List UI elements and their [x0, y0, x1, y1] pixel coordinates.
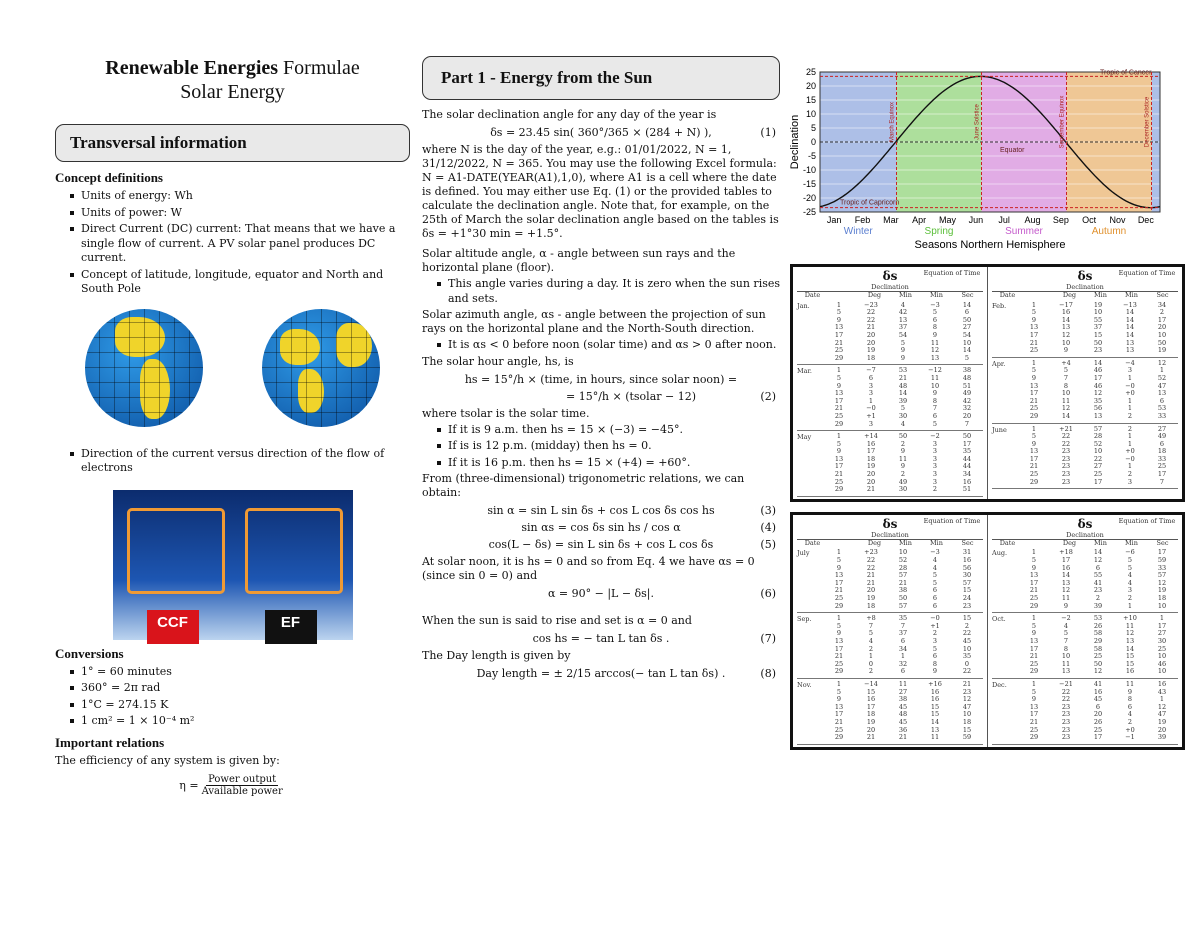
table-row: 5 7 7 +1 2 — [836, 621, 970, 630]
table-row: 5 15 27 16 23 — [836, 687, 972, 696]
table-row: 29 3 4 5 7 — [834, 419, 970, 428]
x-tick-label: Feb — [854, 215, 871, 225]
table-row: 5 16 10 14 2 — [1031, 308, 1165, 317]
month-label: Sep. — [797, 615, 812, 624]
table-row: 1 −21 41 11 16 — [1031, 679, 1167, 688]
bullet-item: This angle varies during a day. It is zero when the sun rises and sets. — [448, 277, 781, 305]
table-row: 21 23 26 2 19 — [1029, 717, 1167, 726]
bullet-item: It is αs < 0 before noon (solar time) and αs > 0 after noon. — [448, 338, 780, 353]
table-row: 29 23 17 3 7 — [1029, 477, 1165, 486]
table-row: 21 −0 5 7 32 — [834, 404, 972, 413]
table-row: 29 2 6 9 22 — [834, 667, 972, 676]
paragraph: At solar noon, it is hs = 0 and so from Eq. 4 we have αs = 0 (since sin 0 = 0) and — [422, 555, 755, 582]
bullet-item: If is is 12 p.m. (midday) then hs = 0. — [448, 439, 780, 454]
table-row: 21 20 38 6 15 — [834, 586, 972, 595]
month-block — [992, 679, 1178, 745]
table-row: 25 19 50 6 24 — [834, 594, 972, 602]
table-row: 5 4 26 11 17 — [1031, 621, 1167, 630]
table-row: 21 20 2 3 34 — [834, 470, 972, 479]
bullet-item: If it is 16 p.m. then hs = 15 × (+4) = +60°. — [448, 456, 780, 471]
x-tick-label: Jul — [998, 215, 1010, 225]
paragraph: Solar azimuth angle, αs - angle between the projection of sun rays on the horizontal plane and the North-South direction. — [422, 308, 766, 335]
table-row: 17 13 41 4 12 — [1029, 578, 1167, 587]
table-row: 5 22 16 9 43 — [1031, 687, 1167, 696]
y-tick-label: -25 — [802, 207, 816, 217]
month-label: Oct. — [992, 615, 1006, 624]
table-header: δs Declination Equation of Time — [797, 517, 983, 540]
ccf-label: CCF — [147, 610, 199, 644]
table-row: 13 23 6 6 12 — [1029, 702, 1167, 711]
table-row: 9 14 55 14 17 — [1031, 315, 1167, 324]
globe-tilted-image — [262, 309, 380, 427]
concept-list — [55, 189, 410, 297]
concept-item: Units of power: W — [81, 206, 410, 221]
x-axis-label: Seasons Northern Hemisphere — [914, 239, 1066, 251]
table-row: 17 8 58 14 25 — [1029, 644, 1167, 653]
globe-figures — [55, 309, 410, 439]
conversion-item: 1 cm² = 1 × 10⁻⁴ m² — [81, 714, 410, 729]
x-tick-label: Apr — [912, 215, 927, 225]
month-label: Nov. — [797, 680, 812, 689]
table-row: 21 1 1 6 35 — [834, 652, 972, 661]
equation-3: sin α = sin L sin δs + cos L cos δs cos hs (3) — [487, 504, 776, 517]
month-block — [992, 358, 1178, 424]
paragraph: The solar declination angle for any day of the year is — [422, 108, 717, 121]
declination-table-jul-dec — [790, 512, 1185, 750]
table-row: 21 10 50 13 50 — [1029, 338, 1167, 347]
table-row: 17 12 15 14 10 — [1029, 330, 1167, 339]
table-half — [793, 267, 987, 499]
month-label: Feb. — [992, 301, 1007, 310]
equation-8: Day length = ± 2/15 arccos(− tan L tan δs) . (8) — [476, 667, 776, 680]
x-tick-label: Aug — [1024, 215, 1041, 225]
declination-chart — [790, 68, 1185, 258]
table-row: 17 23 20 4 47 — [1029, 710, 1167, 719]
table-row: 25 19 9 12 14 — [834, 346, 972, 355]
table-row: 9 7 17 1 52 — [1031, 373, 1167, 382]
month-block — [797, 431, 983, 497]
table-row: 25 23 25 2 17 — [1029, 470, 1167, 479]
paragraph: When the sun is said to rise and set is α = 0 and — [422, 614, 692, 627]
table-half — [987, 267, 1182, 499]
concept-heading: Concept definitions — [55, 170, 163, 185]
table-row: 9 17 9 3 35 — [836, 447, 972, 456]
x-tick-label: Oct — [1082, 215, 1097, 225]
equation-2b: = 15°/h × (tsolar − 12) (2) — [565, 389, 776, 403]
equation-5: cos(L − δs) = sin L sin δs + cos L cos δs (5) — [488, 538, 776, 551]
table-row: 17 23 22 −0 33 — [1029, 454, 1167, 463]
month-block — [797, 613, 983, 679]
paragraph: where tsolar is the solar time. — [422, 406, 590, 420]
season-label: Autumn — [1091, 226, 1127, 237]
section-part1-header: Part 1 - Energy from the Sun — [422, 56, 780, 100]
efficiency-equation: η = $\frac{\text{Power output}}{\text{Available power}}$ — [179, 773, 283, 797]
equation-1: δs = 23.45 sin( 360°/365 × (284 + N) ), (1) — [490, 126, 776, 139]
month-label: Jan. — [797, 301, 810, 310]
month-block — [797, 300, 983, 366]
table-header: δs Declination Equation of Time — [992, 517, 1178, 540]
table-row: 9 22 45 8 1 — [1031, 695, 1165, 704]
conventional-current-loop — [127, 508, 225, 594]
table-row: 21 19 45 14 18 — [834, 717, 972, 726]
table-row: 25 20 36 13 15 — [834, 725, 972, 734]
table-row: 5 22 42 5 6 — [836, 308, 970, 317]
month-block — [992, 613, 1178, 679]
table-subheader: Date Deg Min Min Sec — [999, 538, 1169, 547]
table-row: 25 11 2 2 18 — [1029, 594, 1167, 602]
month-label: Aug. — [992, 549, 1008, 558]
paragraph: The solar hour angle, hs, is — [422, 354, 574, 368]
chart-annotation: Equator — [1000, 147, 1025, 154]
table-row: 21 10 25 15 10 — [1029, 652, 1167, 661]
table-row: 17 2 34 5 10 — [834, 644, 972, 653]
table-row: 17 20 54 9 54 — [834, 330, 972, 339]
conversion-item: 360° = 2π rad — [81, 681, 410, 696]
month-block — [797, 679, 983, 745]
month-block — [797, 365, 983, 431]
ef-label: EF — [265, 610, 317, 644]
chart-annotation: June Solstice — [974, 104, 981, 140]
table-row: 25 11 50 15 46 — [1029, 659, 1167, 668]
concept-item: Units of energy: Wh — [81, 189, 410, 204]
table-row: 5 5 46 3 1 — [1031, 366, 1165, 375]
table-row: 21 12 23 3 19 — [1029, 586, 1167, 595]
table-header: δs Declination Equation of Time — [797, 269, 983, 292]
month-block — [992, 300, 1178, 358]
table-row: 29 23 17 −1 39 — [1029, 733, 1167, 742]
globe-americas-image — [85, 309, 203, 427]
month-label: July — [797, 549, 810, 558]
paragraph: Solar altitude angle, α - angle between sun rays and the horizontal plane (floor). — [422, 247, 736, 274]
table-row: 13 23 10 +0 18 — [1029, 447, 1167, 456]
table-row: 21 11 35 1 6 — [1029, 396, 1165, 405]
declination-table-jan-jun — [790, 264, 1185, 502]
y-axis-label: Declination — [790, 114, 801, 170]
table-row: 29 18 9 13 5 — [834, 353, 970, 362]
table-row: 5 17 12 5 59 — [1031, 556, 1167, 565]
month-block — [992, 424, 1178, 490]
x-tick-label: Sep — [1052, 215, 1069, 225]
relations-text: The efficiency of any system is given by: — [55, 753, 280, 767]
table-row: 13 3 14 9 49 — [834, 389, 972, 398]
x-tick-label: Jun — [968, 215, 984, 225]
table-row: 21 20 5 11 10 — [834, 338, 972, 347]
table-row: 1 −14 11 +16 21 — [836, 679, 972, 688]
month-label: Dec. — [992, 680, 1007, 689]
table-row: 25 12 56 1 53 — [1029, 404, 1167, 413]
table-row: 5 22 28 1 49 — [1031, 432, 1167, 441]
table-row: 17 18 48 15 10 — [834, 710, 972, 719]
middle-column — [422, 0, 780, 684]
x-tick-label: Jan — [826, 215, 842, 225]
conversion-item: 1° = 60 minutes — [81, 665, 410, 680]
table-row: 25 23 25 +0 20 — [1029, 725, 1167, 734]
x-tick-label: Mar — [883, 215, 899, 225]
table-row: 13 7 29 13 30 — [1029, 636, 1167, 645]
table-row: 17 21 21 5 57 — [834, 578, 972, 587]
direction-list — [55, 447, 410, 476]
table-row: 1 +23 10 −3 31 — [836, 548, 972, 557]
table-row: 9 22 28 4 56 — [836, 563, 972, 572]
right-column — [790, 0, 1185, 750]
table-row: 9 3 48 10 51 — [836, 381, 972, 390]
concept-item: Concept of latitude, longitude, equator and North and South Pole — [81, 268, 410, 297]
month-block — [797, 547, 983, 613]
conversion-item: 1°C = 274.15 K — [81, 698, 410, 713]
table-row: 25 9 23 13 19 — [1029, 346, 1167, 355]
y-tick-label: -5 — [807, 151, 816, 161]
table-row: 21 23 27 1 25 — [1029, 462, 1167, 471]
table-row: 9 5 58 12 27 — [1031, 629, 1167, 638]
chart-annotation: September Equinox — [1059, 95, 1066, 149]
x-tick-label: Dec — [1137, 215, 1154, 225]
circuit-diagram — [113, 490, 353, 640]
table-subheader: Date Deg Min Min Sec — [804, 291, 974, 299]
x-tick-label: Nov — [1109, 215, 1126, 225]
table-row: 13 21 37 8 27 — [834, 323, 972, 332]
table-row: 17 19 9 3 44 — [834, 462, 972, 471]
y-tick-label: -20 — [802, 193, 816, 203]
section-transversal-header: Transversal information — [55, 124, 410, 162]
table-row: 1 +14 50 −2 50 — [836, 432, 972, 441]
y-tick-label: 5 — [810, 123, 816, 133]
season-label: Winter — [843, 226, 873, 237]
equation-6: α = 90° − |L − δs|. (6) — [547, 587, 776, 600]
declination-chart-svg — [790, 68, 1170, 258]
y-tick-label: 10 — [805, 109, 816, 119]
table-row: 5 16 2 3 17 — [836, 439, 972, 448]
table-row: 25 20 49 3 16 — [834, 477, 972, 486]
month-block — [992, 547, 1178, 613]
chart-annotation: Tropic of Cancer — [1100, 69, 1152, 77]
bullet-item: If it is 9 a.m. then hs = 15 × (−3) = −45°. — [448, 423, 780, 438]
equation-2a: hs = 15°/h × (time, in hours, since solar noon) = — [464, 372, 738, 386]
table-row: 1 −17 19 −13 34 — [1031, 300, 1167, 309]
y-tick-label: 25 — [805, 68, 816, 77]
table-subheader: Date Deg Min Min Sec — [804, 538, 974, 547]
season-label: Spring — [924, 226, 954, 237]
conversions-list — [55, 665, 410, 729]
y-tick-label: 15 — [805, 95, 816, 105]
season-label: Summer — [1005, 226, 1043, 237]
table-half — [987, 515, 1182, 747]
table-row: 25 +1 30 6 20 — [834, 411, 972, 420]
table-row: 29 14 13 2 33 — [1029, 411, 1167, 420]
paragraph: where N is the day of the year, e.g.: 01/01/2022, N = 1, 31/12/2022, N = 365. You may use the following Excel formula: N = A1-DATE(YEAR(A1),1,0), where A1 is a cell where the date is defined. You may either use Eq. (1) or the provided tables to calculate the declination angle. Note that, for example, on the 25th of March the solar declination angle based on the tables is δs = +1°30 min = +1.5°. — [422, 143, 779, 240]
table-row: 9 16 6 5 33 — [1031, 563, 1167, 572]
table-row: 29 21 30 2 51 — [834, 485, 972, 494]
table-row: 1 −23 4 −3 14 — [836, 300, 972, 309]
table-half — [793, 515, 987, 747]
month-label: Mar. — [797, 367, 812, 376]
table-row: 29 21 21 11 59 — [834, 733, 972, 742]
table-row: 13 13 37 14 20 — [1029, 323, 1167, 332]
table-row: 25 0 32 8 0 — [834, 659, 970, 668]
table-row: 9 22 52 1 6 — [1031, 439, 1165, 448]
table-row: 5 6 21 11 48 — [836, 373, 972, 382]
table-row: 17 1 39 8 42 — [834, 396, 972, 405]
table-row: 17 10 12 +0 13 — [1029, 389, 1167, 398]
table-row: 9 5 37 2 22 — [836, 629, 972, 638]
page-subtitle: Solar Energy — [180, 81, 285, 103]
equation-4: sin αs = cos δs sin hs / cos α (4) — [521, 521, 776, 534]
chart-annotation: Tropic of Capricorn — [840, 199, 900, 207]
table-row: 1 −2 53 +10 1 — [1031, 614, 1165, 623]
table-row: 29 18 57 6 23 — [834, 601, 972, 610]
table-subheader: Date Deg Min Min Sec — [999, 291, 1169, 299]
equation-7: cos hs = − tan L tan δs . (7) — [532, 632, 776, 645]
table-row: 13 4 6 3 45 — [834, 636, 972, 645]
chart-annotation: March Equinox — [889, 101, 896, 143]
chart-annotation: December Solstice — [1144, 96, 1151, 148]
table-row: 1 +18 14 −6 17 — [1031, 548, 1167, 557]
x-tick-label: May — [938, 215, 957, 225]
table-row: 13 8 46 −0 47 — [1029, 381, 1167, 390]
direction-item: Direction of the current versus direction of the flow of electrons — [81, 447, 410, 476]
y-tick-label: -15 — [802, 179, 816, 189]
relations-heading: Important relations — [55, 734, 165, 750]
electron-flow-loop — [245, 508, 343, 594]
left-column — [55, 0, 410, 801]
month-label: Apr. — [992, 359, 1006, 368]
table-row: 13 21 57 5 30 — [834, 571, 972, 580]
table-row: 1 +4 14 −4 12 — [1031, 358, 1167, 367]
y-tick-label: 0 — [810, 137, 816, 147]
table-row: 9 22 13 6 50 — [836, 315, 972, 324]
table-row: 13 14 55 4 57 — [1029, 571, 1167, 580]
table-row: 1 +21 57 2 27 — [1031, 424, 1167, 433]
page-title: Renewable Energies Formulae Solar Energy — [105, 57, 360, 103]
paragraph: From (three-dimensional) trigonometric relations, we can obtain: — [422, 472, 745, 499]
table-row: 29 9 39 1 10 — [1029, 601, 1167, 610]
table-row: 1 −7 53 −12 38 — [836, 366, 972, 375]
conversions-heading: Conversions — [55, 645, 124, 661]
paragraph: The Day length is given by — [422, 649, 571, 662]
y-tick-label: -10 — [802, 165, 816, 175]
table-row: 13 17 45 15 47 — [834, 702, 972, 711]
month-label: May — [797, 433, 812, 442]
month-label: June — [992, 425, 1007, 434]
table-row: 29 13 12 16 10 — [1029, 667, 1167, 676]
table-row: 13 18 11 3 44 — [834, 454, 972, 463]
concept-item: Direct Current (DC) current: That means that we have a single flow of current. A PV solar panel produces DC current. — [81, 222, 410, 266]
table-row: 5 22 52 4 16 — [836, 556, 972, 565]
y-tick-label: 20 — [805, 81, 816, 91]
table-row: 1 +8 35 −0 15 — [836, 614, 972, 623]
table-row: 9 16 38 16 12 — [836, 695, 972, 704]
table-header: δs Declination Equation of Time — [992, 269, 1178, 292]
